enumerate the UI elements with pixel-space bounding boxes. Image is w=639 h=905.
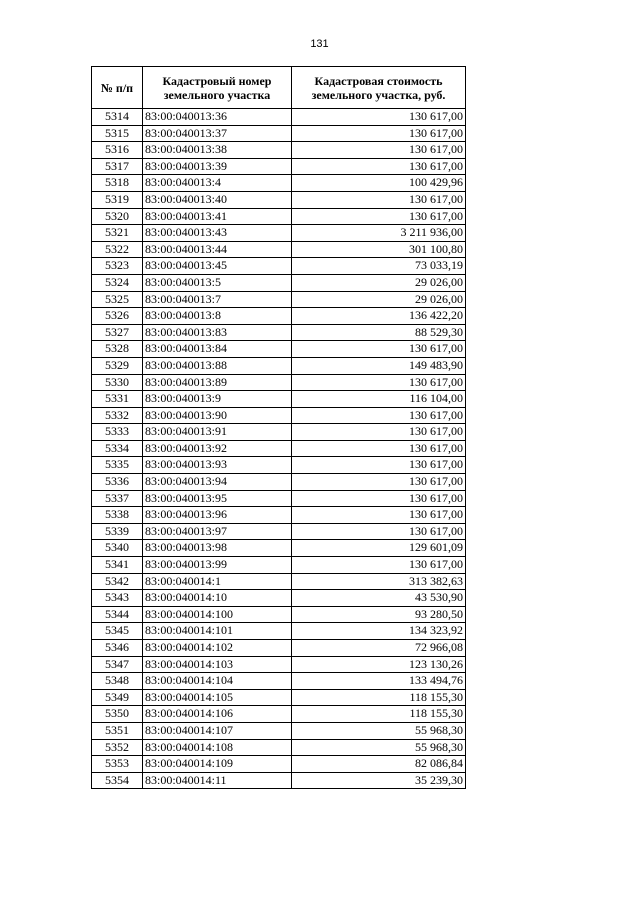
table-row [92,689,466,706]
cadastral-value-cell: 133 494,76 [292,673,466,690]
table-row [92,225,466,242]
table-row [92,142,466,159]
table-row [92,756,466,773]
table-row [92,457,466,474]
cadastral-value-cell: 130 617,00 [292,440,466,457]
cadastral-value-cell: 130 617,00 [292,142,466,159]
row-number-cell: 5320 [92,208,143,225]
cadastral-value-cell: 118 155,30 [292,706,466,723]
cadastral-value-cell: 130 617,00 [292,125,466,142]
row-number-cell: 5327 [92,324,143,341]
table-row [92,673,466,690]
cadastral-number-cell: 83:00:040014:104 [143,673,292,690]
cadastral-number-cell: 83:00:040013:8 [143,308,292,325]
cadastral-number-cell: 83:00:040014:107 [143,722,292,739]
cadastral-value-cell: 29 026,00 [292,291,466,308]
cadastral-value-cell: 55 968,30 [292,739,466,756]
header-cadastral-number: Кадастровый номер земельного участка [143,67,292,109]
cadastral-number-cell: 83:00:040014:100 [143,606,292,623]
cadastral-value-cell: 88 529,30 [292,324,466,341]
row-number-cell: 5318 [92,175,143,192]
cadastral-number-cell: 83:00:040013:41 [143,208,292,225]
table-body [92,109,466,789]
row-number-cell: 5345 [92,623,143,640]
cadastral-number-cell: 83:00:040013:43 [143,225,292,242]
row-number-cell: 5326 [92,308,143,325]
table-row [92,191,466,208]
table-row [92,557,466,574]
cadastral-number-cell: 83:00:040014:105 [143,689,292,706]
row-number-cell: 5334 [92,440,143,457]
row-number-cell: 5332 [92,407,143,424]
row-number-cell: 5350 [92,706,143,723]
cadastral-value-cell: 130 617,00 [292,109,466,126]
cadastral-number-cell: 83:00:040013:5 [143,274,292,291]
cadastral-number-cell: 83:00:040013:94 [143,474,292,491]
row-number-cell: 5347 [92,656,143,673]
cadastral-value-cell: 301 100,80 [292,241,466,258]
cadastral-value-cell: 130 617,00 [292,341,466,358]
cadastral-value-cell: 118 155,30 [292,689,466,706]
cadastral-number-cell: 83:00:040013:36 [143,109,292,126]
row-number-cell: 5333 [92,424,143,441]
cadastral-number-cell: 83:00:040014:103 [143,656,292,673]
row-number-cell: 5314 [92,109,143,126]
cadastral-number-cell: 83:00:040013:4 [143,175,292,192]
table-row [92,374,466,391]
cadastral-number-cell: 83:00:040013:9 [143,391,292,408]
cadastral-number-cell: 83:00:040013:98 [143,540,292,557]
cadastral-number-cell: 83:00:040014:11 [143,772,292,789]
cadastral-number-cell: 83:00:040013:91 [143,424,292,441]
row-number-cell: 5340 [92,540,143,557]
cadastral-value-cell: 43 530,90 [292,590,466,607]
cadastral-number-cell: 83:00:040013:38 [143,142,292,159]
cadastral-value-cell: 130 617,00 [292,474,466,491]
cadastral-number-cell: 83:00:040013:95 [143,490,292,507]
cadastral-value-cell: 134 323,92 [292,623,466,640]
page-number: 131 [310,38,329,50]
cadastral-number-cell: 83:00:040013:97 [143,523,292,540]
row-number-cell: 5342 [92,573,143,590]
cadastral-value-cell: 130 617,00 [292,457,466,474]
cadastral-value-cell: 130 617,00 [292,424,466,441]
table-row [92,706,466,723]
table-row [92,440,466,457]
row-number-cell: 5346 [92,640,143,657]
table-row [92,573,466,590]
row-number-cell: 5319 [92,191,143,208]
row-number-cell: 5339 [92,523,143,540]
row-number-cell: 5317 [92,158,143,175]
cadastral-number-cell: 83:00:040014:108 [143,739,292,756]
cadastral-number-cell: 83:00:040013:99 [143,557,292,574]
header-row [92,67,466,109]
cadastral-value-cell: 116 104,00 [292,391,466,408]
table-row [92,640,466,657]
row-number-cell: 5349 [92,689,143,706]
cadastral-value-cell: 130 617,00 [292,191,466,208]
cadastral-number-cell: 83:00:040013:45 [143,258,292,275]
table-row [92,490,466,507]
cadastral-value-cell: 73 033,19 [292,258,466,275]
row-number-cell: 5324 [92,274,143,291]
table-row [92,175,466,192]
cadastral-value-cell: 130 617,00 [292,523,466,540]
cadastral-value-cell: 100 429,96 [292,175,466,192]
row-number-cell: 5323 [92,258,143,275]
row-number-cell: 5331 [92,391,143,408]
table-row [92,722,466,739]
row-number-cell: 5330 [92,374,143,391]
table-row [92,606,466,623]
cadastral-value-cell: 130 617,00 [292,158,466,175]
table-row [92,208,466,225]
cadastral-number-cell: 83:00:040013:40 [143,191,292,208]
cadastral-number-cell: 83:00:040013:92 [143,440,292,457]
row-number-cell: 5321 [92,225,143,242]
row-number-cell: 5341 [92,557,143,574]
cadastral-value-cell: 72 966,08 [292,640,466,657]
cadastral-value-cell: 130 617,00 [292,407,466,424]
cadastral-value-cell: 93 280,50 [292,606,466,623]
cadastral-number-cell: 83:00:040013:88 [143,357,292,374]
header-cadastral-value: Кадастровая стоимость земельного участка, руб. [292,67,466,109]
row-number-cell: 5353 [92,756,143,773]
row-number-cell: 5338 [92,507,143,524]
cadastral-value-table [91,66,466,789]
table-row [92,341,466,358]
table-row [92,590,466,607]
row-number-cell: 5336 [92,474,143,491]
cadastral-value-cell: 35 239,30 [292,772,466,789]
table-row [92,291,466,308]
cadastral-value-cell: 3 211 936,00 [292,225,466,242]
cadastral-value-cell: 29 026,00 [292,274,466,291]
table-row [92,158,466,175]
cadastral-number-cell: 83:00:040014:109 [143,756,292,773]
cadastral-number-cell: 83:00:040014:10 [143,590,292,607]
cadastral-number-cell: 83:00:040013:83 [143,324,292,341]
row-number-cell: 5316 [92,142,143,159]
table-row [92,391,466,408]
cadastral-number-cell: 83:00:040013:90 [143,407,292,424]
table-row [92,772,466,789]
row-number-cell: 5348 [92,673,143,690]
row-number-cell: 5335 [92,457,143,474]
table-row [92,357,466,374]
row-number-cell: 5325 [92,291,143,308]
table-row [92,540,466,557]
row-number-cell: 5328 [92,341,143,358]
table-row [92,739,466,756]
table-row [92,474,466,491]
cadastral-value-cell: 130 617,00 [292,374,466,391]
table-row [92,424,466,441]
cadastral-value-cell: 55 968,30 [292,722,466,739]
cadastral-value-cell: 130 617,00 [292,208,466,225]
cadastral-number-cell: 83:00:040013:89 [143,374,292,391]
cadastral-value-cell: 136 422,20 [292,308,466,325]
table-header [92,67,466,109]
table-row [92,241,466,258]
row-number-cell: 5344 [92,606,143,623]
table-row [92,656,466,673]
cadastral-value-cell: 130 617,00 [292,490,466,507]
table-row [92,125,466,142]
cadastral-value-cell: 129 601,09 [292,540,466,557]
cadastral-number-cell: 83:00:040013:93 [143,457,292,474]
cadastral-value-cell: 130 617,00 [292,557,466,574]
cadastral-number-cell: 83:00:040014:102 [143,640,292,657]
row-number-cell: 5352 [92,739,143,756]
table-row [92,109,466,126]
table-row [92,623,466,640]
cadastral-number-cell: 83:00:040013:84 [143,341,292,358]
table-row [92,523,466,540]
table-row [92,308,466,325]
row-number-cell: 5351 [92,722,143,739]
table-row [92,507,466,524]
cadastral-value-cell: 82 086,84 [292,756,466,773]
row-number-cell: 5315 [92,125,143,142]
table-row [92,407,466,424]
table-row [92,258,466,275]
cadastral-number-cell: 83:00:040014:101 [143,623,292,640]
row-number-cell: 5329 [92,357,143,374]
cadastral-value-cell: 130 617,00 [292,507,466,524]
cadastral-value-cell: 313 382,63 [292,573,466,590]
cadastral-number-cell: 83:00:040013:96 [143,507,292,524]
cadastral-number-cell: 83:00:040013:37 [143,125,292,142]
row-number-cell: 5322 [92,241,143,258]
cadastral-value-cell: 123 130,26 [292,656,466,673]
cadastral-number-cell: 83:00:040014:106 [143,706,292,723]
row-number-cell: 5343 [92,590,143,607]
row-number-cell: 5337 [92,490,143,507]
cadastral-value-cell: 149 483,90 [292,357,466,374]
table-row [92,274,466,291]
row-number-cell: 5354 [92,772,143,789]
cadastral-number-cell: 83:00:040013:7 [143,291,292,308]
cadastral-number-cell: 83:00:040013:44 [143,241,292,258]
table-row [92,324,466,341]
cadastral-number-cell: 83:00:040013:39 [143,158,292,175]
cadastral-number-cell: 83:00:040014:1 [143,573,292,590]
header-row-number: № п/п [92,67,143,109]
